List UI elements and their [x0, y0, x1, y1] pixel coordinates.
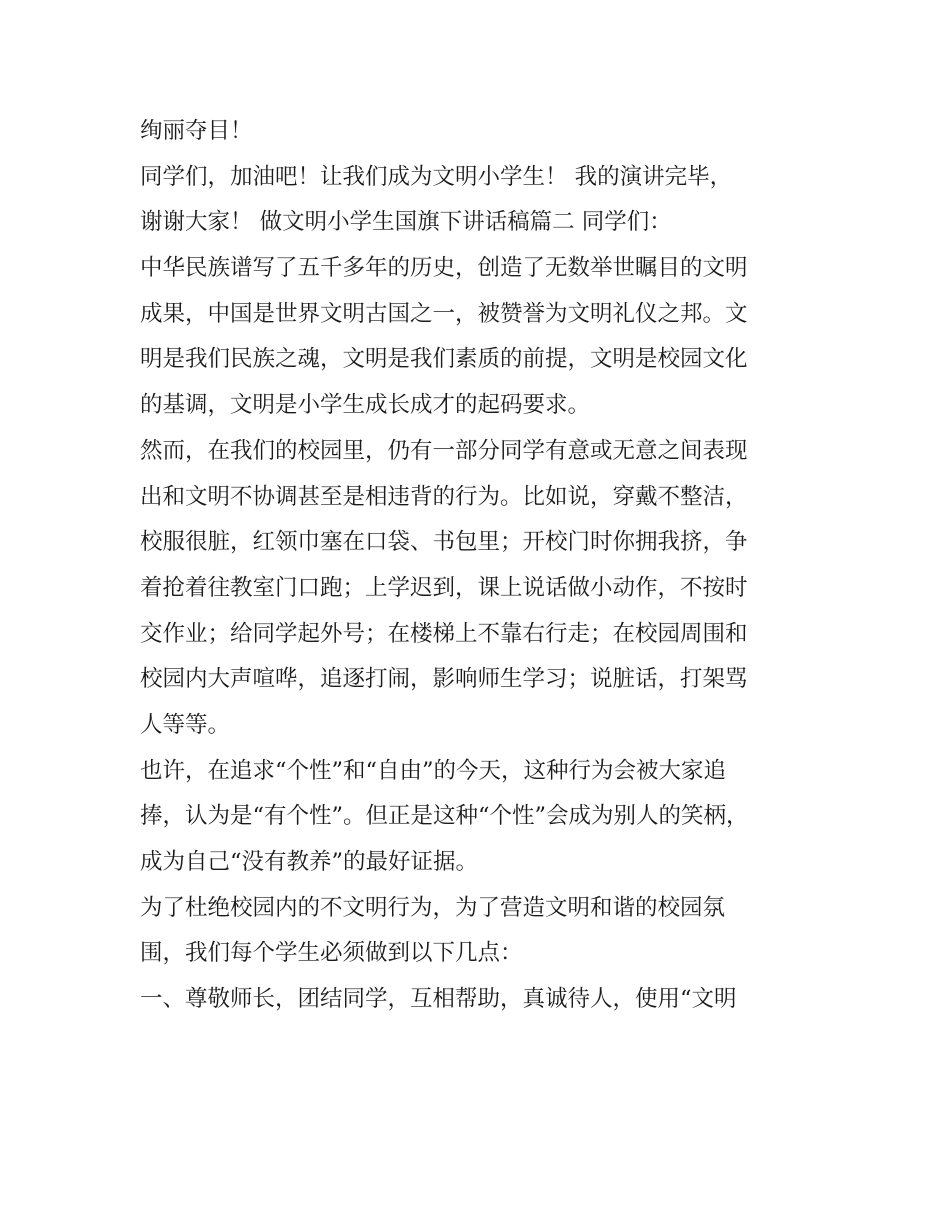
text-line: 绚丽夺目！: [140, 118, 253, 144]
text-line: 中华民族谱写了五千多年的历史，创造了无数举世瞩目的文明: [140, 255, 748, 282]
text-line: 成为自己“没有教养”的最好证据。: [140, 849, 479, 875]
text-line: 为了杜绝校园内的不文明行为，为了营造文明和谐的校园氛: [140, 894, 726, 921]
text-line: 成果，中国是世界文明古国之一，被赞誉为文明礼仪之邦。文: [140, 300, 748, 327]
document-body: [140, 109, 820, 1023]
text-line: 围，我们每个学生必须做到以下几点：: [140, 940, 523, 967]
text-line: 交作业；给同学起外号；在楼梯上不靠右行走；在校园周围和: [140, 620, 748, 647]
text-line: 出和文明不协调甚至是相违背的行为。比如说，穿戴不整洁，: [140, 483, 748, 510]
text-line: 人等等。: [140, 711, 231, 738]
text-line: 然而，在我们的校园里，仍有一部分同学有意或无意之间表现: [140, 437, 748, 464]
text-line: 明是我们民族之魂，文明是我们素质的前提，文明是校园文化: [140, 346, 748, 373]
text-line: 着抢着往教室门口跑；上学迟到，课上说话做小动作，不按时: [140, 574, 748, 601]
text-line: 的基调，文明是小学生成长成才的起码要求。: [140, 392, 591, 419]
text-line: 校园内大声喧哗，追逐打闹，影响师生学习；说脏话，打架骂: [140, 666, 748, 693]
text-line: 一、尊敬师长，团结同学，互相帮助，真诚待人，使用“文明: [140, 986, 737, 1013]
text-line: 捧，认为是“有个性”。但正是这种“个性”会成为别人的笑柄，: [140, 803, 749, 830]
text-line: 也许，在追求“个性”和“自由”的今天，这种行为会被大家追: [140, 757, 727, 784]
text-line: 同学们，加油吧！让我们成为文明小学生！ 我的演讲完毕，: [140, 163, 733, 190]
text-line: 校服很脏，红领巾塞在口袋、书包里；开校门时你拥我挤，争: [140, 529, 748, 556]
text-line: 谢谢大家！ 做文明小学生国旗下讲话稿篇二 同学们：: [140, 209, 672, 236]
